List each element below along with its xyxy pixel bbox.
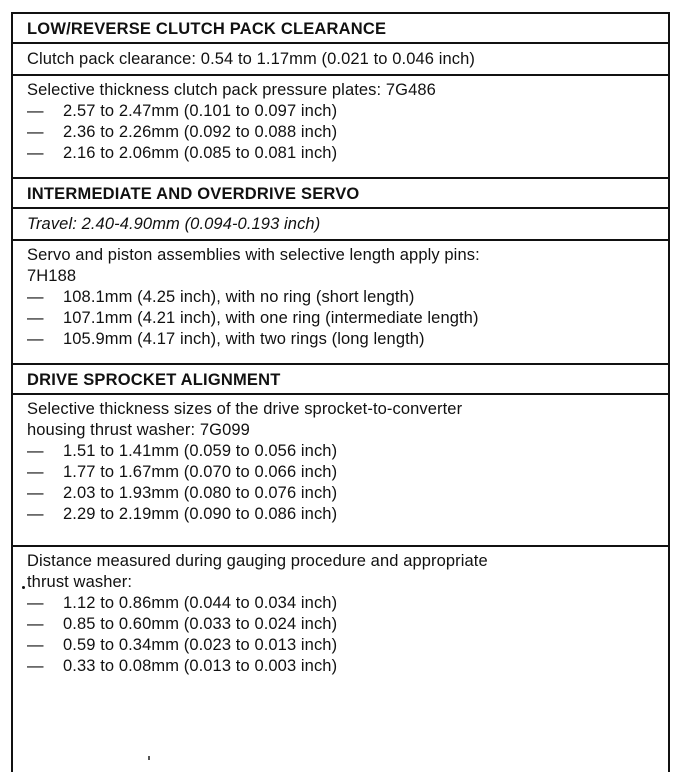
dash-bullet: —: [27, 615, 44, 633]
servo-apply-pins-block: [13, 241, 668, 365]
list-item: — 0.33 to 0.08mm (0.013 to 0.003 inch): [27, 657, 338, 675]
section-header-servo: INTERMEDIATE AND OVERDRIVE SERVO: [13, 179, 668, 209]
thrust-washer-part-number: housing thrust washer: 7G099: [27, 421, 250, 439]
dash-bullet: —: [27, 463, 44, 481]
list-item: — 105.9mm (4.17 inch), with two rings (long length): [27, 330, 425, 348]
list-item: — 0.85 to 0.60mm (0.033 to 0.024 inch): [27, 615, 338, 633]
clutch-pack-clearance: Clutch pack clearance: 0.54 to 1.17mm (0.021 to 0.046 inch): [13, 44, 668, 76]
list-item: — 1.12 to 0.86mm (0.044 to 0.034 inch): [27, 594, 338, 612]
servo-travel: Travel: 2.40-4.90mm (0.094-0.193 inch): [13, 209, 668, 241]
list-item: — 1.77 to 1.67mm (0.070 to 0.066 inch): [27, 463, 338, 481]
apply-pins-intro: Servo and piston assemblies with selective length apply pins:: [27, 246, 480, 264]
pressure-plates-block: [13, 76, 668, 179]
gauging-intro-cont: thrust washer:: [27, 573, 133, 591]
list-item: — 107.1mm (4.21 inch), with one ring (intermediate length): [27, 309, 479, 327]
section-header-drive-sprocket: DRIVE SPROCKET ALIGNMENT: [13, 365, 668, 395]
dash-bullet: —: [27, 442, 44, 460]
dash-bullet: —: [27, 309, 44, 327]
list-item: — 2.03 to 1.93mm (0.080 to 0.076 inch): [27, 484, 338, 502]
dash-bullet: —: [27, 288, 44, 306]
list-item: — 2.36 to 2.26mm (0.092 to 0.088 inch): [27, 123, 338, 141]
list-item: — 2.29 to 2.19mm (0.090 to 0.086 inch): [27, 505, 338, 523]
apply-pins-part-number: 7H188: [27, 267, 77, 285]
pressure-plates-intro: Selective thickness clutch pack pressure plates: 7G486: [27, 81, 436, 99]
dash-bullet: —: [27, 330, 44, 348]
list-item: — 0.59 to 0.34mm (0.023 to 0.013 inch): [27, 636, 338, 654]
dash-bullet: —: [27, 657, 44, 675]
dash-bullet: —: [27, 123, 44, 141]
dash-bullet: —: [27, 636, 44, 654]
list-item: — 2.16 to 2.06mm (0.085 to 0.081 inch): [27, 144, 338, 162]
thrust-washer-intro: Selective thickness sizes of the drive sprocket-to-converter: [27, 400, 463, 418]
dash-bullet: —: [27, 505, 44, 523]
dash-bullet: —: [27, 594, 44, 612]
section-header-low-reverse: LOW/REVERSE CLUTCH PACK CLEARANCE: [13, 14, 668, 44]
dash-bullet: —: [27, 102, 44, 120]
dash-bullet: —: [27, 484, 44, 502]
dash-bullet: —: [27, 144, 44, 162]
print-speck: [22, 586, 25, 589]
gauging-distance-block: [13, 547, 668, 717]
spec-table: [11, 12, 670, 772]
list-item: — 108.1mm (4.25 inch), with no ring (short length): [27, 288, 415, 306]
list-item: — 1.51 to 1.41mm (0.059 to 0.056 inch): [27, 442, 338, 460]
list-item: — 2.57 to 2.47mm (0.101 to 0.097 inch): [27, 102, 338, 120]
print-speck: [148, 756, 150, 760]
thrust-washer-sizes-block: [13, 395, 668, 547]
gauging-intro: Distance measured during gauging procedure and appropriate: [27, 552, 488, 570]
